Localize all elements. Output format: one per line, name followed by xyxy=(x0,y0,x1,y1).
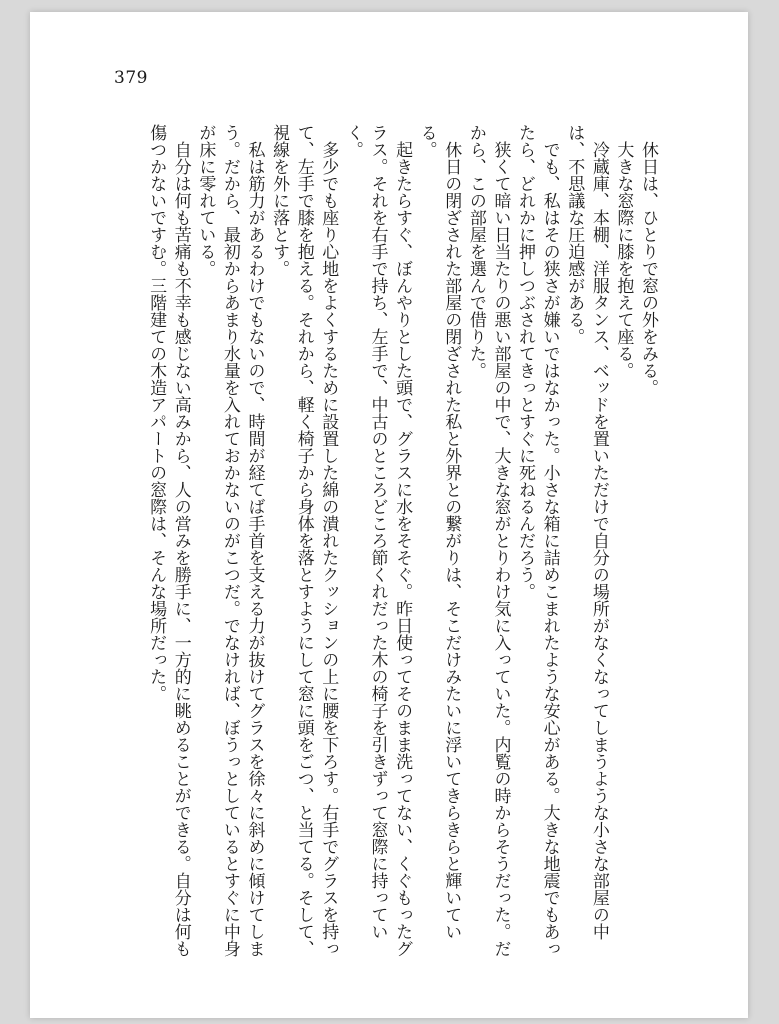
paragraph-7: 起きたらすぐ、ぼんやりとした頭で、グラスに水をそそぐ。昨日使ってそのまま洗ってない、くぐもったグラス。それを右手で持ち、左手で、中古のところどころ節くれだった木の椅子を引きずって窓際に持っていく。 xyxy=(342,124,413,957)
paragraph-4: でも、私はその狭さが嫌いではなかった。小さな箱に詰めこまれたような安心がある。大きな地震でもあったら、どれかに押しつぶされてきっとすぐに死ねるんだろう。 xyxy=(515,124,560,957)
page-body-text xyxy=(142,124,660,964)
page-number: 379 xyxy=(114,68,148,88)
paragraph-10: 自分は何も苦痛も不幸も感じない高みから、人の営みを勝手に、一方的に眺めることができる。自分は何も傷つかないですむ。三階建ての木造アパートの窓際は、そんな場所だった。 xyxy=(146,124,191,957)
paragraph-1: 休日は、ひとりで窓の外をみる。 xyxy=(638,141,658,396)
paragraph-3: 冷蔵庫、本棚、洋服タンス、ベッドを置いただけで自分の場所がなくなってしまうような小さな部屋の中は、不思議な圧迫感がある。 xyxy=(564,124,609,940)
paragraph-5: 狭くて暗い日当たりの悪い部屋の中で、大きな窓がとりわけ気に入っていた。内覧の時からそうだった。だから、この部屋を選んで借りた。 xyxy=(465,124,511,957)
paragraph-8: 多少でも座り心地をよくするために設置した綿の潰れたクッションの上に腰を下ろす。右手でグラスを持って、左手で膝を抱える。それから、軽く椅子から身体を落とすようにして窓に頭をごつ、と当てる。そして、視線を外に落とす。 xyxy=(269,124,339,957)
paragraph-9: 私は筋力があるわけでもないので、時間が経てば手首を支える力が抜けてグラスを徐々に斜めに傾けてしまう。だから、最初からあまり水量を入れておかないのがこつだ。でなければ、ぼうっとしているとすぐに中身が床に零れている。 xyxy=(195,124,265,957)
paragraph-2: 大きな窓際に膝を抱えて座る。 xyxy=(613,141,634,379)
paragraph-6: 休日の閉ざされた部屋の閉ざされた私と外界との繋がりは、そこだけみたいに浮いてきらきらと輝いている。 xyxy=(416,124,462,940)
book-page xyxy=(30,12,748,1018)
